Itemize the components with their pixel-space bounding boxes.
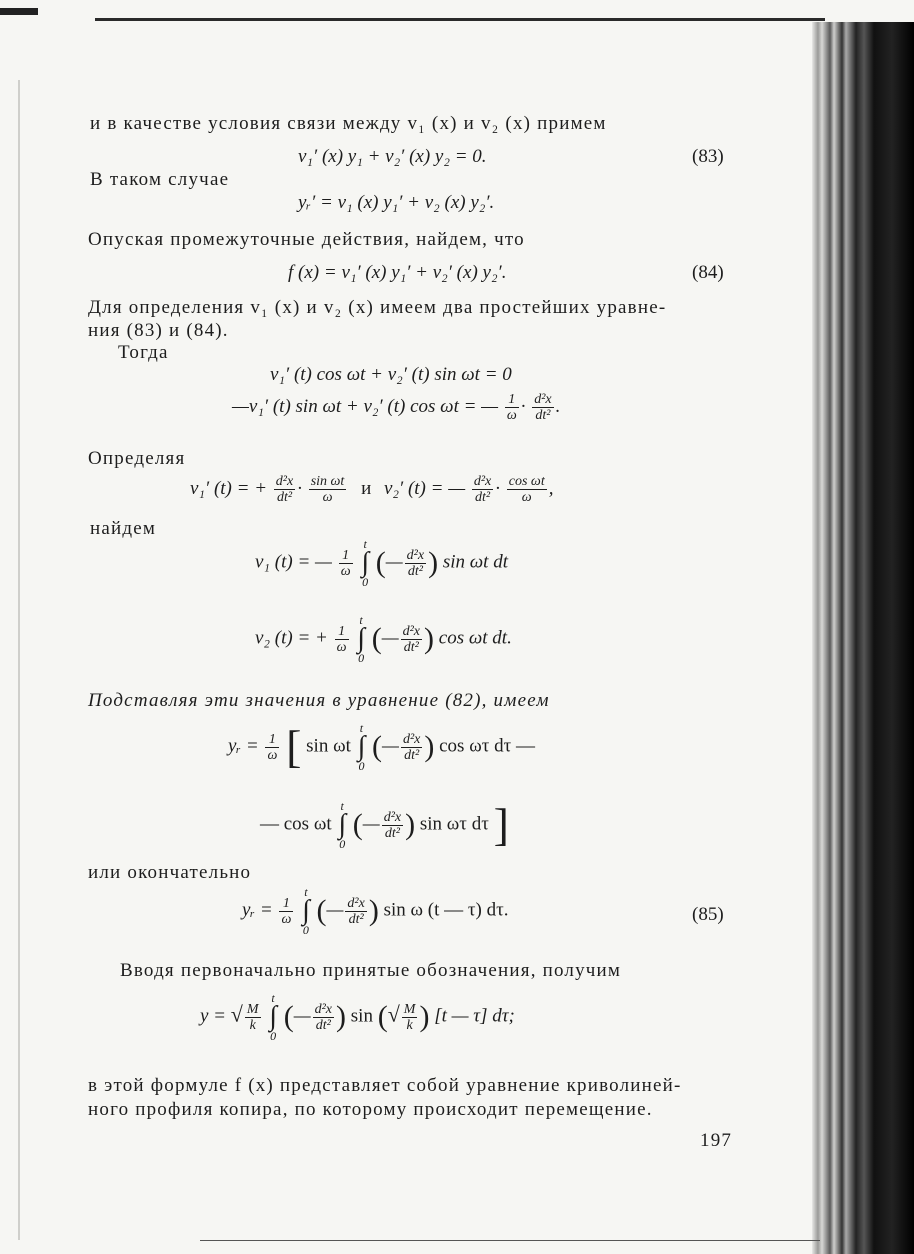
eq-part: sin ω (t — τ) dτ. xyxy=(383,899,509,921)
numerator: 1 xyxy=(279,896,293,912)
eq-part: v₁′ (t) = + xyxy=(190,477,268,499)
numerator: 1 xyxy=(265,732,279,748)
numerator: d²x xyxy=(383,809,402,825)
denominator: dt² xyxy=(403,639,419,655)
eq-part: sin ωτ dτ xyxy=(419,813,489,835)
numerator: M xyxy=(403,1001,416,1017)
equation-84: f (x) = v₁′ (x) y₁′ + v₂′ (x) y₂′. xyxy=(288,262,507,283)
text-line: Вводя первоначально принятые обозначения, получим xyxy=(120,960,622,981)
denominator: dt² xyxy=(404,747,420,763)
denominator: ω xyxy=(267,747,278,763)
integral-sign: t ∫ 0 xyxy=(361,537,369,589)
integral-sign: t ∫ 0 xyxy=(338,799,347,851)
text-line: Определяя xyxy=(88,448,186,469)
denominator: dt² xyxy=(407,563,423,579)
denominator: dt² xyxy=(276,490,293,505)
denominator: ω xyxy=(322,490,333,505)
derivatives-equation: v₁′ (t) = + $\frac{\text{d²x}}{\text{dt²}}$ · $\frac{\text{sin ωt}}{\omega}$ и v₂′ (t) = — $\frac{\text{d²x}}{\text{dt²}}$ · $\frac{\text{cos ωt}}{\omega}$ , xyxy=(190,474,554,505)
denominator: ω xyxy=(506,408,517,423)
denominator: dt² xyxy=(384,825,400,841)
numerator: sin ωt xyxy=(310,474,345,489)
left-margin-shadow xyxy=(18,80,20,1240)
upper-limit: t xyxy=(304,885,308,899)
eq-part: cos ωτ dτ — xyxy=(439,735,535,757)
upper-limit: t xyxy=(340,799,344,813)
text-line: найдем xyxy=(90,518,157,539)
equation-83: v₁′ (x) y₁ + v₂′ (x) y₂ = 0. xyxy=(298,146,487,167)
denominator: dt² xyxy=(315,1017,331,1033)
denominator: k xyxy=(249,1017,256,1033)
text-line: ния (83) и (84). xyxy=(88,320,229,341)
eq-part: sin ωt xyxy=(306,735,351,757)
denominator: dt² xyxy=(475,490,491,505)
v1-integral: v₁ (t) = — $\frac{1}{\omega}$ t ∫ 0 (— $\frac{\text{d²x}}{\text{dt²}}$ ) sin ωt dt xyxy=(255,537,508,589)
text-line: в этой формуле f (x) представляет собой уравнение криволиней- xyxy=(88,1075,682,1096)
lower-limit: 0 xyxy=(358,651,365,665)
text-line: Опуская промежуточные действия, найдем, что xyxy=(88,229,525,250)
numerator: 1 xyxy=(335,624,349,640)
top-rule xyxy=(95,18,825,21)
text-line: Тогда xyxy=(118,342,169,363)
lower-limit: 0 xyxy=(339,837,346,851)
denominator: ω xyxy=(521,490,532,505)
numerator: M xyxy=(246,1001,259,1017)
fraction xyxy=(335,624,349,655)
eq-part: — cos ωt xyxy=(260,813,332,835)
eq-part: sin xyxy=(350,1005,373,1027)
fraction xyxy=(505,392,519,423)
text-line: или окончательно xyxy=(88,862,252,883)
numerator: d²x xyxy=(534,392,552,407)
eq-part: sin ωt dt xyxy=(442,551,508,573)
numerator: 1 xyxy=(339,548,353,564)
equation-85: yᵣ = $\frac{1}{\omega}$ t ∫ 0 (— $\frac{\text{d²x}}{\text{dt²}}$ ) sin ω (t — τ) dτ. xyxy=(242,885,509,937)
fraction xyxy=(472,474,493,505)
fraction xyxy=(401,732,422,763)
lower-limit: 0 xyxy=(302,923,309,937)
upper-limit: t xyxy=(271,991,275,1005)
eq-part: v₂′ (t) = — xyxy=(384,477,466,499)
fraction xyxy=(313,1002,334,1033)
page-number: 197 xyxy=(700,1130,733,1151)
eq-part: cos ωt dt. xyxy=(438,627,512,649)
fraction xyxy=(507,474,547,505)
numerator: d²x xyxy=(402,731,421,747)
fraction xyxy=(274,474,295,505)
eq-part: yᵣ = xyxy=(242,899,273,921)
fraction xyxy=(265,732,279,763)
fraction xyxy=(245,1002,261,1033)
numerator: 1 xyxy=(505,392,519,408)
denominator: dt² xyxy=(348,911,364,927)
text-line: ного профиля копира, по которому происходит перемещение. xyxy=(88,1099,653,1120)
numerator: d²x xyxy=(406,547,425,563)
text-line: и в качестве условия связи между v₁ (x) и v₂ (x) примем xyxy=(90,113,607,134)
book-spine-shadow xyxy=(812,22,914,1254)
lower-limit: 0 xyxy=(362,575,369,589)
fraction xyxy=(405,548,426,579)
denominator: k xyxy=(406,1017,413,1033)
upper-limit: t xyxy=(363,537,367,551)
text-line: Для определения v₁ (x) и v₂ (x) имеем два простейших уравне- xyxy=(88,297,667,318)
integral-sign: t ∫ 0 xyxy=(357,613,365,665)
integral-sign: t ∫ 0 xyxy=(302,885,310,937)
fraction xyxy=(339,548,353,579)
denominator: ω xyxy=(340,563,351,579)
lower-limit: 0 xyxy=(270,1029,277,1043)
denominator: dt² xyxy=(535,408,551,423)
numerator: d²x xyxy=(347,895,365,911)
conjunction: и xyxy=(361,477,372,499)
numerator: d²x xyxy=(275,474,294,489)
eq-part: —v₁′ (t) sin ωt + v₂′ (t) cos ωt = — xyxy=(232,395,499,417)
equation-number-83: (83) xyxy=(692,146,724,167)
v2-integral: v₂ (t) = + $\frac{1}{\omega}$ t ∫ 0 (— $\frac{\text{d²x}}{\text{dt²}}$ ) cos ωt dt. xyxy=(255,613,512,665)
upper-limit: t xyxy=(359,613,363,627)
fraction xyxy=(309,474,347,505)
equation-yr: yᵣ′ = v₁ (x) y₁′ + v₂ (x) y₂′. xyxy=(298,192,495,213)
lower-limit: 0 xyxy=(358,759,365,773)
bottom-rule xyxy=(200,1240,820,1241)
fraction xyxy=(532,392,553,423)
integral-sign: t ∫ 0 xyxy=(357,721,366,773)
scan-mark xyxy=(0,8,38,15)
numerator: cos ωt xyxy=(508,474,545,489)
fraction xyxy=(402,1002,418,1033)
text-line: Подставляя эти значения в уравнение (82), имеем xyxy=(88,690,550,711)
eq-part: v₁ (t) = — xyxy=(255,551,332,573)
equation-number-84: (84) xyxy=(692,262,724,283)
numerator: d²x xyxy=(402,623,421,639)
eq-part: [t — τ] dτ; xyxy=(434,1005,515,1027)
numerator: d²x xyxy=(314,1001,333,1017)
upper-limit: t xyxy=(359,721,364,735)
yr-expression-line2: — cos ωt t ∫ 0 (— $\frac{\text{d²x}}{\text{dt²}}$ ) sin ωτ dτ ] xyxy=(260,799,509,851)
fraction xyxy=(382,810,403,841)
eq-part: yᵣ = xyxy=(228,735,259,757)
numerator: d²x xyxy=(473,474,492,489)
text-line: В таком случае xyxy=(90,169,230,190)
fraction xyxy=(345,896,366,927)
denominator: ω xyxy=(336,639,347,655)
fraction xyxy=(401,624,422,655)
system-equation-1: v₁′ (t) cos ωt + v₂′ (t) sin ωt = 0 xyxy=(270,364,512,385)
denominator: ω xyxy=(281,911,292,927)
eq-part: y = xyxy=(200,1005,227,1027)
final-formula: y = √ $\frac{M}{k}$ t ∫ 0 (— $\frac{\text{d²x}}{\text{dt²}}$ ) sin (√ $\frac{M}{k}$ ) [t — τ] dτ; xyxy=(200,991,515,1043)
equation-number-85: (85) xyxy=(692,904,724,925)
system-equation-2: —v₁′ (t) sin ωt + v₂′ (t) cos ωt = — $\frac{1}{\omega}$ · $\frac{\text{d²x}}{\text{dt²}}$ . xyxy=(232,392,561,423)
integral-sign: t ∫ 0 xyxy=(269,991,277,1043)
yr-expression-line1: yᵣ = $\frac{1}{\omega}$ [ sin ωt t ∫ 0 (— $\frac{\text{d²x}}{\text{dt²}}$ ) cos ωτ dτ — xyxy=(228,721,535,773)
eq-part: v₂ (t) = + xyxy=(255,627,328,649)
fraction xyxy=(279,896,293,927)
